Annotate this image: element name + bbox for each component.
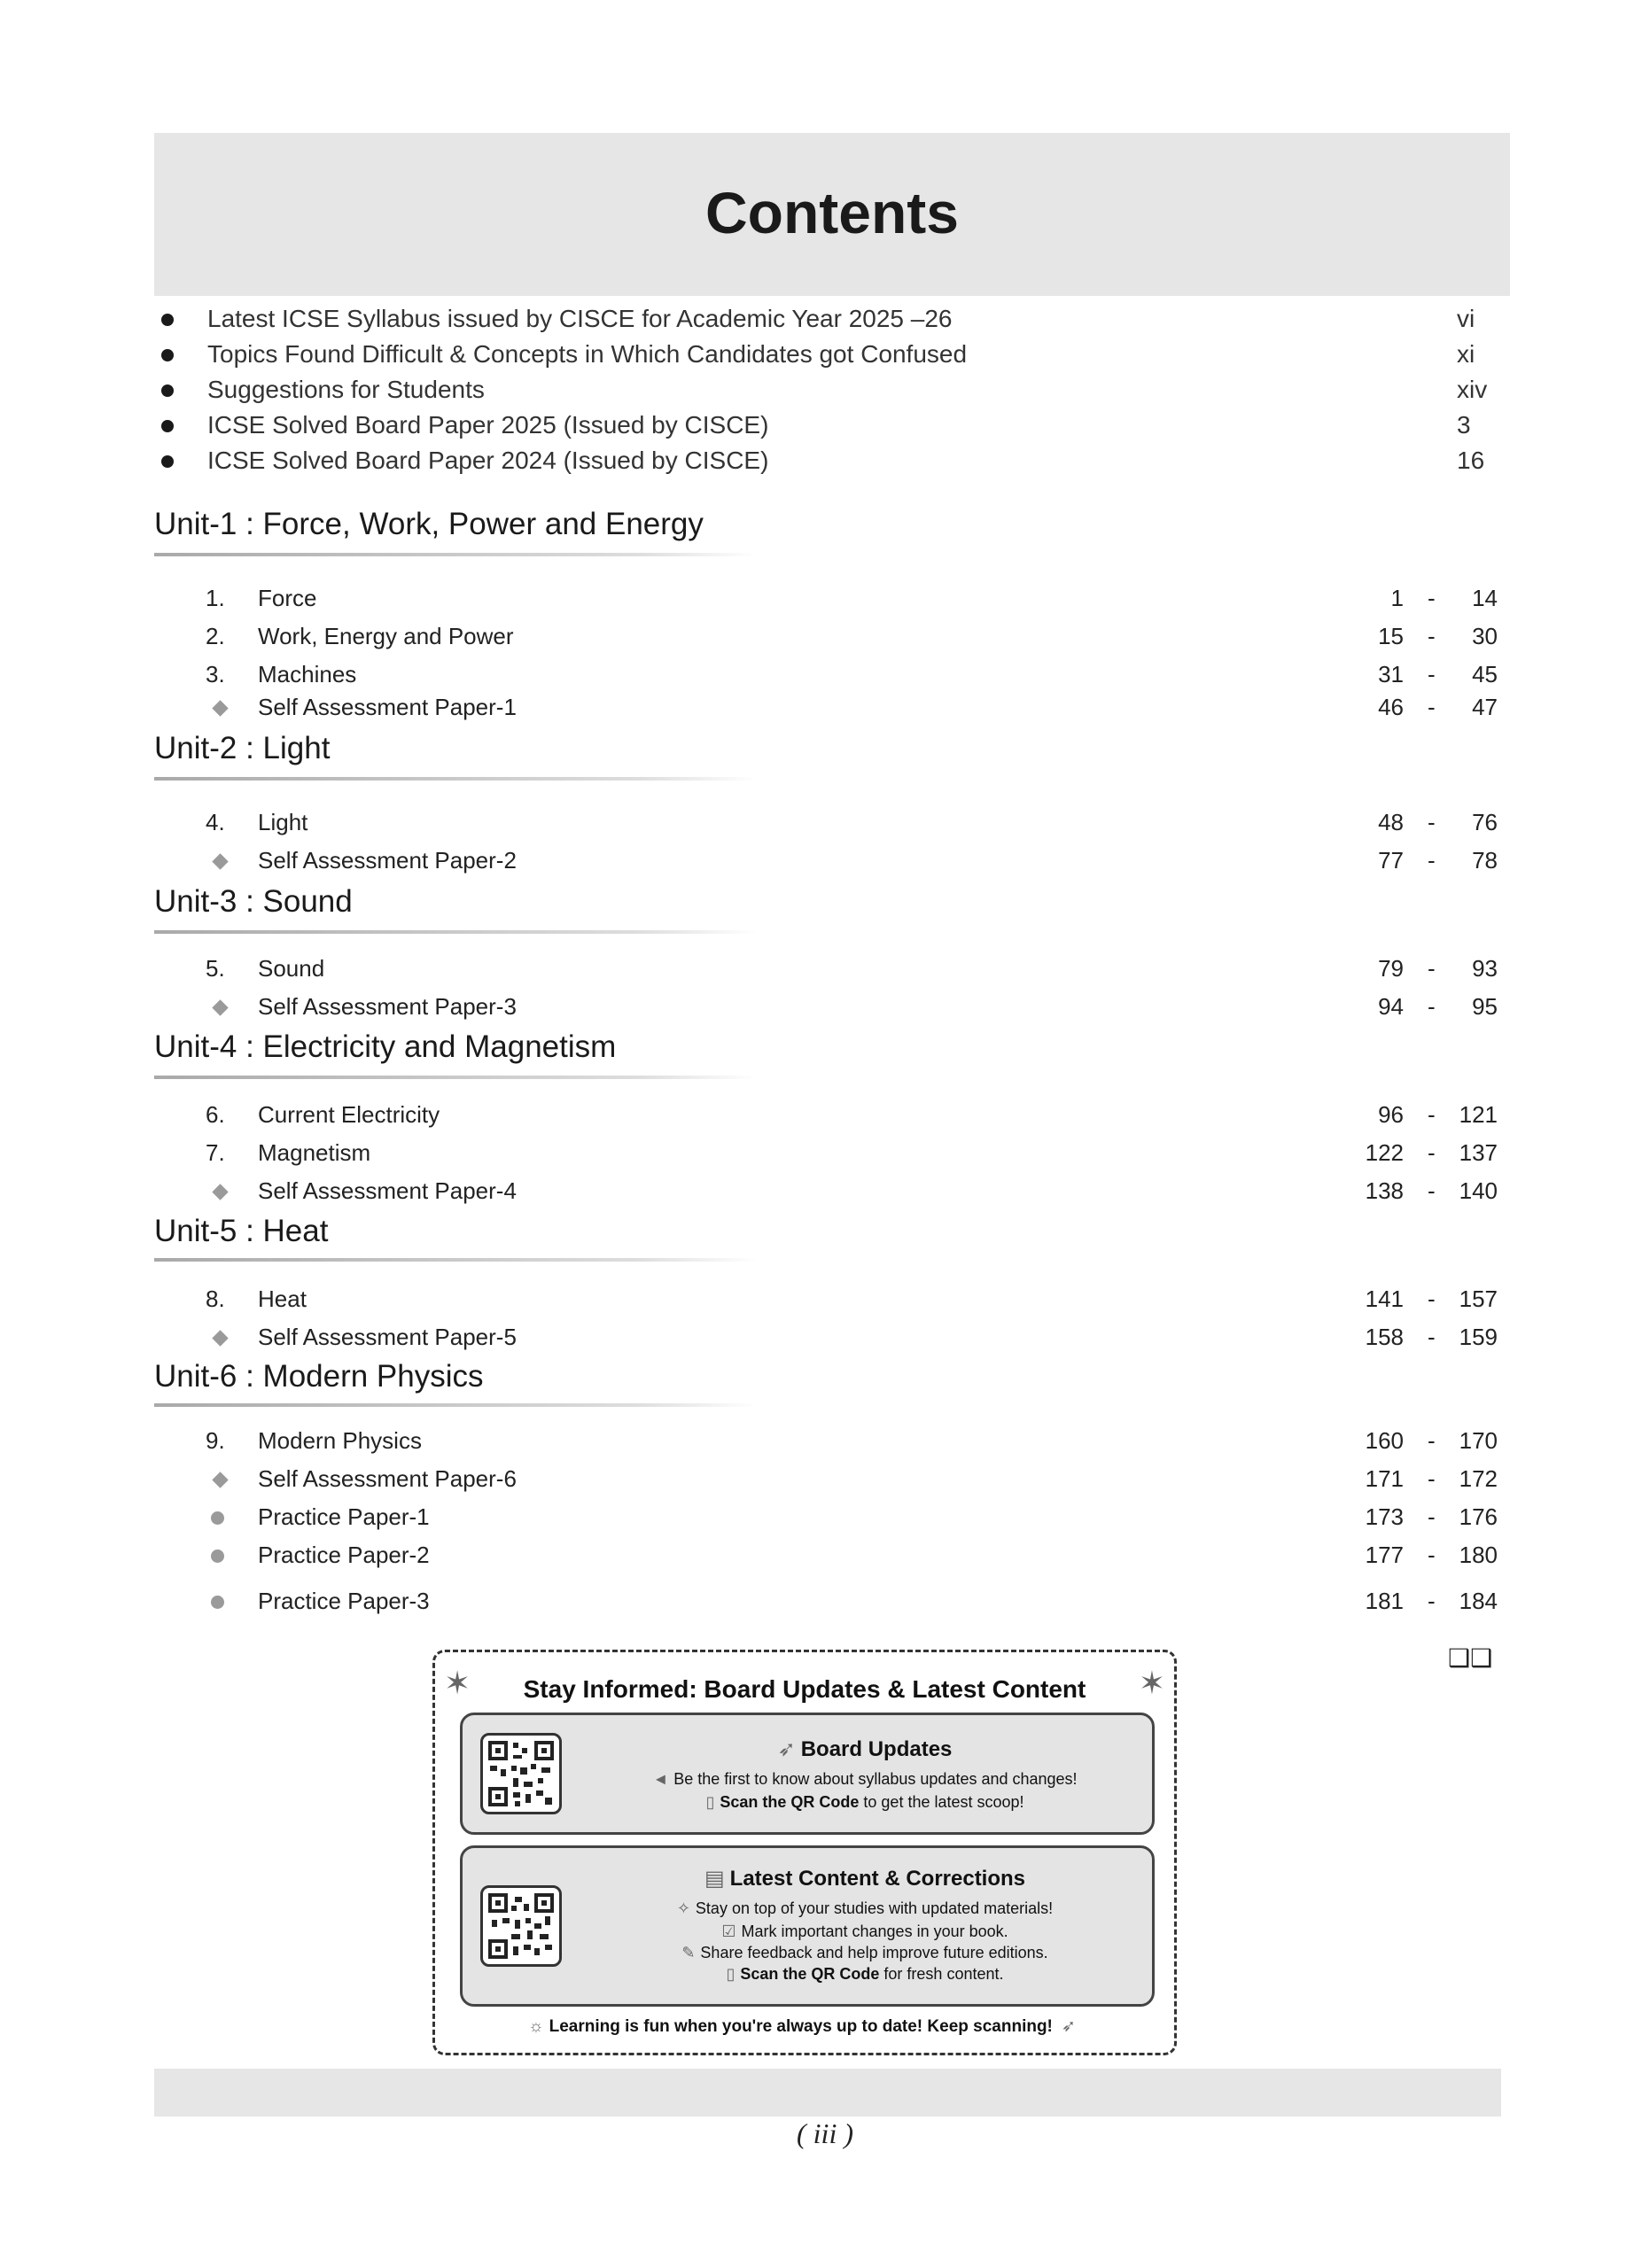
latest-content-line1-row [578, 1899, 1152, 1918]
latest-content-line2-row [578, 1922, 1152, 1941]
page-number: ( iii ) [797, 2117, 853, 2149]
entry-start-page: 77 [1378, 847, 1404, 874]
entry-end-page: 30 [1472, 623, 1498, 649]
scan-qr-text: Scan the QR Code [740, 1965, 880, 1983]
footer-band [154, 2069, 1501, 2117]
board-updates-line1-row [578, 1770, 1152, 1789]
end-mark: ❑❑ [1448, 1644, 1493, 1672]
diamond-icon [212, 853, 228, 869]
party-popper-icon: ✶ [1138, 1665, 1165, 1701]
entry-start-page: 15 [1378, 623, 1404, 649]
page-range-dash: - [1428, 1324, 1436, 1350]
entry-number: 6. [206, 1101, 225, 1128]
toc-entry[interactable] [154, 993, 1510, 1025]
diamond-icon [212, 700, 228, 716]
dot-icon [211, 1511, 224, 1525]
title-band [154, 133, 1510, 296]
entry-end-page: 78 [1472, 847, 1498, 874]
page-range-dash: - [1428, 585, 1436, 611]
unit-divider [154, 930, 757, 934]
toc-entry[interactable] [154, 1427, 1510, 1459]
toc-entry[interactable] [154, 1139, 1510, 1171]
info-box-footer: Learning is fun when you're always up to date! Keep scanning! [549, 2017, 1053, 2036]
entry-number: 8. [206, 1285, 225, 1312]
entry-title: Work, Energy and Power [258, 623, 514, 649]
entry-title: Current Electricity [258, 1101, 440, 1128]
toc-entry[interactable] [154, 585, 1510, 617]
unit-divider [154, 1403, 757, 1407]
latest-content-title-row [578, 1866, 1152, 1891]
lightbulb-icon: ☼ [528, 2017, 544, 2036]
entry-title: Practice Paper-1 [258, 1503, 430, 1530]
entry-end-page: 159 [1459, 1324, 1498, 1350]
unit-heading: Unit-4 : Electricity and Magnetism [154, 1029, 617, 1064]
toc-entry[interactable] [154, 1588, 1510, 1619]
page-range-dash: - [1428, 623, 1436, 649]
entry-number: 1. [206, 585, 225, 611]
unit-heading: Unit-5 : Heat [154, 1214, 329, 1248]
entry-start-page: 46 [1378, 694, 1404, 720]
latest-content-panel [460, 1845, 1155, 2007]
entry-start-page: 173 [1365, 1503, 1404, 1530]
qr-code[interactable] [480, 1885, 562, 1967]
books-icon: ▤ [704, 1867, 725, 1891]
page-range-dash: - [1428, 1285, 1436, 1312]
toc-entry[interactable] [154, 1503, 1510, 1535]
entry-end-page: 47 [1472, 694, 1498, 720]
entry-title: Self Assessment Paper-1 [258, 694, 517, 720]
entry-title: Sound [258, 955, 325, 982]
entry-number: 5. [206, 955, 225, 982]
entry-start-page: 31 [1378, 661, 1404, 687]
diamond-icon [212, 999, 228, 1015]
scan-qr-text: Scan the QR Code [720, 1793, 860, 1811]
entry-start-page: 177 [1365, 1542, 1404, 1568]
entry-start-page: 160 [1365, 1427, 1404, 1454]
qr-code[interactable] [480, 1733, 562, 1814]
page-range-dash: - [1428, 1427, 1436, 1454]
page-range-dash: - [1428, 1542, 1436, 1568]
toc-entry[interactable] [154, 955, 1510, 987]
latest-content-line1: Stay on top of your studies with updated materials! [695, 1899, 1054, 1917]
board-updates-panel [460, 1713, 1155, 1835]
toc-entry[interactable] [154, 847, 1510, 879]
entry-title: Light [258, 809, 308, 835]
page-range-dash: - [1428, 955, 1436, 982]
toc-entry[interactable] [154, 1177, 1510, 1209]
toc-entry[interactable] [154, 809, 1510, 841]
intro-item-page: vi [1457, 305, 1475, 332]
toc-entry[interactable] [154, 661, 1510, 693]
entry-number: 3. [206, 661, 225, 687]
entry-end-page: 176 [1459, 1503, 1498, 1530]
page-range-dash: - [1428, 694, 1436, 720]
bullet-icon [161, 420, 174, 432]
entry-start-page: 138 [1365, 1177, 1404, 1204]
entry-title: Self Assessment Paper-4 [258, 1177, 517, 1204]
entry-end-page: 170 [1459, 1427, 1498, 1454]
unit-heading: Unit-1 : Force, Work, Power and Energy [154, 507, 704, 541]
entry-end-page: 172 [1459, 1465, 1498, 1492]
entry-number: 9. [206, 1427, 225, 1454]
bullet-icon [161, 384, 174, 397]
intro-item-title: ICSE Solved Board Paper 2025 (Issued by CISCE) [207, 411, 769, 439]
page-title: Contents [705, 180, 959, 245]
diamond-icon [212, 1330, 228, 1346]
unit-heading: Unit-2 : Light [154, 731, 331, 765]
unit-heading: Unit-3 : Sound [154, 884, 353, 919]
intro-item-page: 3 [1457, 411, 1471, 439]
entry-end-page: 180 [1459, 1542, 1498, 1568]
intro-item-title: Topics Found Difficult & Concepts in Which Candidates got Confused [207, 340, 968, 368]
entry-end-page: 137 [1459, 1139, 1498, 1166]
page-range-dash: - [1428, 1177, 1436, 1204]
page-range-dash: - [1428, 1503, 1436, 1530]
board-updates-line2-row [578, 1793, 1152, 1812]
info-box-footer-row [435, 2016, 1174, 2037]
entry-start-page: 96 [1378, 1101, 1404, 1128]
stay-informed-box [432, 1650, 1177, 2055]
diamond-icon [212, 1184, 228, 1200]
entry-start-page: 122 [1365, 1139, 1404, 1166]
unit-divider [154, 553, 757, 556]
entry-end-page: 76 [1472, 809, 1498, 835]
intro-item-title: Suggestions for Students [207, 376, 485, 403]
dot-icon [211, 1596, 224, 1609]
page-range-dash: - [1428, 661, 1436, 687]
entry-start-page: 158 [1365, 1324, 1404, 1350]
rocket-icon: ➶ [1061, 2017, 1076, 2036]
toc-entry[interactable] [154, 1324, 1510, 1355]
intro-item-page: 16 [1457, 447, 1485, 474]
toc-entry[interactable] [154, 1101, 1510, 1133]
intro-item-page: xi [1457, 340, 1475, 368]
intro-item-title: ICSE Solved Board Paper 2024 (Issued by CISCE) [207, 447, 769, 474]
entry-end-page: 157 [1459, 1285, 1498, 1312]
intro-item-page: xiv [1457, 376, 1488, 403]
entry-number: 2. [206, 623, 225, 649]
phone-icon: ▯ [726, 1965, 735, 1983]
toc-entry[interactable] [154, 1465, 1510, 1497]
diamond-icon [212, 1472, 228, 1487]
latest-content-line3-row [578, 1944, 1152, 1962]
entry-title: Self Assessment Paper-3 [258, 993, 517, 1020]
party-popper-icon: ✶ [444, 1665, 471, 1701]
toc-entry[interactable] [154, 1542, 1510, 1573]
page-range-dash: - [1428, 1588, 1436, 1614]
unit-divider [154, 777, 757, 781]
page-range-dash: - [1428, 847, 1436, 874]
entry-title: Practice Paper-2 [258, 1542, 430, 1568]
board-updates-title: Board Updates [800, 1737, 953, 1761]
unit-divider [154, 1076, 757, 1079]
sparkles-icon: ✧ [676, 1899, 690, 1917]
entry-start-page: 48 [1378, 809, 1404, 835]
board-updates-line1: Be the first to know about syllabus updates and changes! [673, 1770, 1078, 1788]
entry-end-page: 95 [1472, 993, 1498, 1020]
latest-content-line3: Share feedback and help improve future editions. [700, 1944, 1048, 1961]
entry-end-page: 93 [1472, 955, 1498, 982]
latest-content-title: Latest Content & Corrections [729, 1867, 1026, 1891]
entry-title: Practice Paper-3 [258, 1588, 430, 1614]
entry-number: 7. [206, 1139, 225, 1166]
unit-divider [154, 1258, 757, 1262]
entry-end-page: 184 [1459, 1588, 1498, 1614]
bullet-icon [161, 455, 174, 468]
toc-entry[interactable] [154, 694, 1510, 726]
info-box-heading: Stay Informed: Board Updates & Latest Content [523, 1675, 1086, 1703]
toc-entry[interactable] [154, 623, 1510, 655]
entry-title: Self Assessment Paper-6 [258, 1465, 517, 1492]
entry-number: 4. [206, 809, 225, 835]
entry-start-page: 1 [1390, 585, 1404, 611]
page-range-dash: - [1428, 809, 1436, 835]
intro-item-title: Latest ICSE Syllabus issued by CISCE for Academic Year 2025 –26 [207, 305, 953, 332]
toc-entry[interactable] [154, 1285, 1510, 1317]
entry-end-page: 121 [1459, 1101, 1498, 1128]
latest-content-line4-row [578, 1965, 1152, 1984]
entry-title: Self Assessment Paper-5 [258, 1324, 517, 1350]
entry-start-page: 171 [1365, 1465, 1404, 1492]
board-updates-line2-rest: to get the latest scoop! [859, 1793, 1024, 1811]
entry-title: Force [258, 585, 317, 611]
latest-content-line4-rest: for fresh content. [879, 1965, 1004, 1983]
checkbox-icon: ☑ [721, 1922, 736, 1940]
entry-end-page: 14 [1472, 585, 1498, 611]
rocket-icon: ➶ [777, 1737, 796, 1761]
entry-title: Self Assessment Paper-2 [258, 847, 517, 874]
phone-icon: ▯ [705, 1793, 715, 1811]
memo-icon: ✎ [681, 1944, 696, 1961]
unit-heading: Unit-6 : Modern Physics [154, 1359, 484, 1394]
entry-end-page: 45 [1472, 661, 1498, 687]
entry-title: Machines [258, 661, 357, 687]
page-range-dash: - [1428, 1465, 1436, 1492]
entry-title: Heat [258, 1285, 307, 1312]
entry-start-page: 141 [1365, 1285, 1404, 1312]
page-range-dash: - [1428, 1101, 1436, 1128]
board-updates-title-row [578, 1736, 1152, 1762]
entry-end-page: 140 [1459, 1177, 1498, 1204]
entry-start-page: 79 [1378, 955, 1404, 982]
entry-start-page: 181 [1365, 1588, 1404, 1614]
entry-title: Magnetism [258, 1139, 371, 1166]
latest-content-line2: Mark important changes in your book. [741, 1922, 1008, 1940]
megaphone-icon: ◄ [652, 1770, 669, 1788]
page-range-dash: - [1428, 993, 1436, 1020]
page-range-dash: - [1428, 1139, 1436, 1166]
bullet-icon [161, 349, 174, 361]
entry-title: Modern Physics [258, 1427, 422, 1454]
dot-icon [211, 1550, 224, 1563]
entry-start-page: 94 [1378, 993, 1404, 1020]
bullet-icon [161, 314, 174, 326]
